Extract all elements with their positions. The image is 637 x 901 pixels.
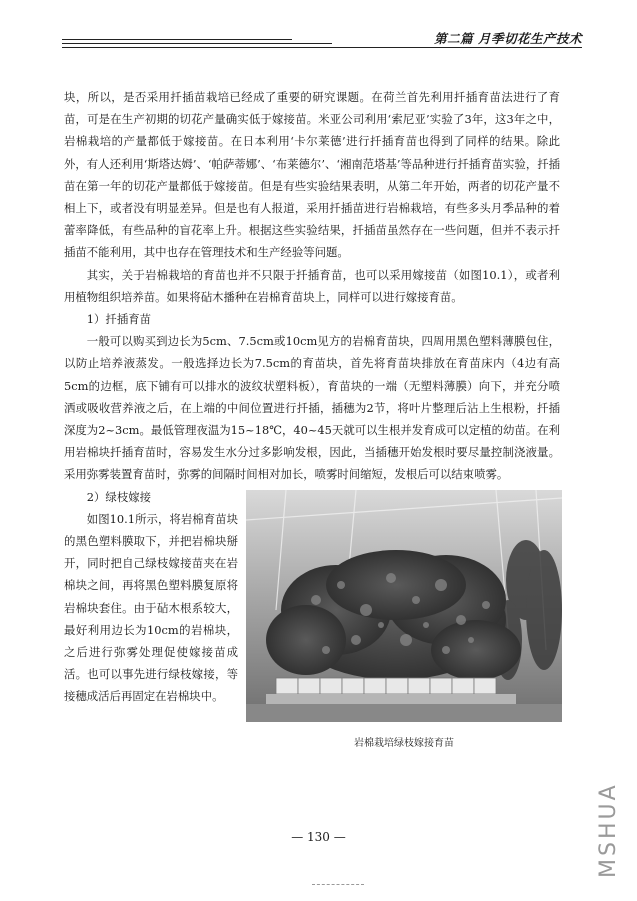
section-2-body: 如图10.1所示，将岩棉育苗块的黑色塑料膜取下，并把岩棉块掰开，同时把自己绿枝嫁接苗夹在岩棉块之间，再将黑色塑料膜复原将岩棉块套住。由于砧木根系较大，最好利用边长为10cm的岩棉块，之后进行弥雾处理促使嫁接苗成活。也可以事先进行绿枝嫁接，等接穗成活后再固定在岩棉块中。 (64, 511, 238, 704)
header-rule-2 (62, 43, 332, 44)
greenhouse-seedling-photo (246, 490, 562, 722)
figure-section (64, 486, 560, 756)
figure-caption: 岩棉栽培绿枝嫁接育苗 (354, 737, 454, 749)
paragraph-1: 块，所以，是否采用扦插苗栽培已经成了重要的研究课题。在荷兰首先利用扦插育苗法进行了育苗，可是在生产初期的切花产量确实低于嫁接苗。米亚公司利用‘索尼亚’实验了3年，这3年之中，岩棉栽培的产量都低于嫁接苗。在日本利用‘卡尔莱德’进行扦插育苗也得到了同样的结果。除此外，有人还利用‘斯塔达姆’、‘帕萨蒂娜’、‘布莱德尔’、‘湘南范塔基’等品种进行扦插育苗实验，扦插苗在第一年的切花产量都低于嫁接苗。但是有些实验结果表明，从第二年开始，两者的切花产量不相上下，或者没有明显差异。但是也有人报道，采用扦插苗进行岩棉栽培，有些多头月季品种的着蕾率降低，有些品种的盲花率上升。根据这些实验结果，扦插苗虽然存在一些问题，但并不表示扦插苗不能利用，其中也存在管理技术和生产经验等问题。 (64, 90, 560, 260)
section-2-text (64, 486, 238, 708)
header-title: 第二篇 月季切花生产技术 (426, 29, 582, 47)
watermark: MSHUA (596, 782, 621, 878)
running-header (62, 32, 582, 50)
section-1-title: 1）扦插育苗 (86, 312, 151, 327)
section-1-body: 一般可以购买到边长为5cm、7.5cm或10cm见方的岩棉育苗块，四周用黑色塑料薄膜包住，以防止培养液蒸发。一般选择边长为7.5cm的育苗块，首先将育苗块排放在育苗床内（4边有高5cm的边框，底下铺有可以排水的波纹状塑料板），育苗块的一端（无塑料薄膜）向下，并充分喷洒或吸收营养液之后，在上端的中间位置进行扦插，插穗为2节，将叶片整理后沾上生根粉，扦插深度为2~3cm。最低管理夜温为15~18℃，40~45天就可以生根并发育成可以定植的幼苗。在利用岩棉块扦插育苗时，容易发生水分过多影响发根，因此，当插穗开始发根时要尽量控制浇液量。采用弥雾装置育苗时，弥雾的间隔时间相对加长，喷雾时间缩短，发根后可以结束喷雾。 (64, 334, 560, 482)
page-number: — 130 — (291, 830, 346, 844)
page-body (64, 86, 560, 756)
scan-artifact (312, 884, 364, 888)
header-rule-1 (62, 39, 292, 40)
section-2-title: 2）绿枝嫁接 (86, 489, 151, 504)
header-rule-3 (62, 47, 582, 48)
paragraph-2: 其实，关于岩棉栽培的育苗也并不只限于扦插育苗，也可以采用嫁接苗（如图10.1），或者利用植物组织培养苗。如果将砧木播种在岩棉育苗块上，同样可以进行嫁接育苗。 (64, 267, 560, 304)
figure (246, 490, 562, 749)
